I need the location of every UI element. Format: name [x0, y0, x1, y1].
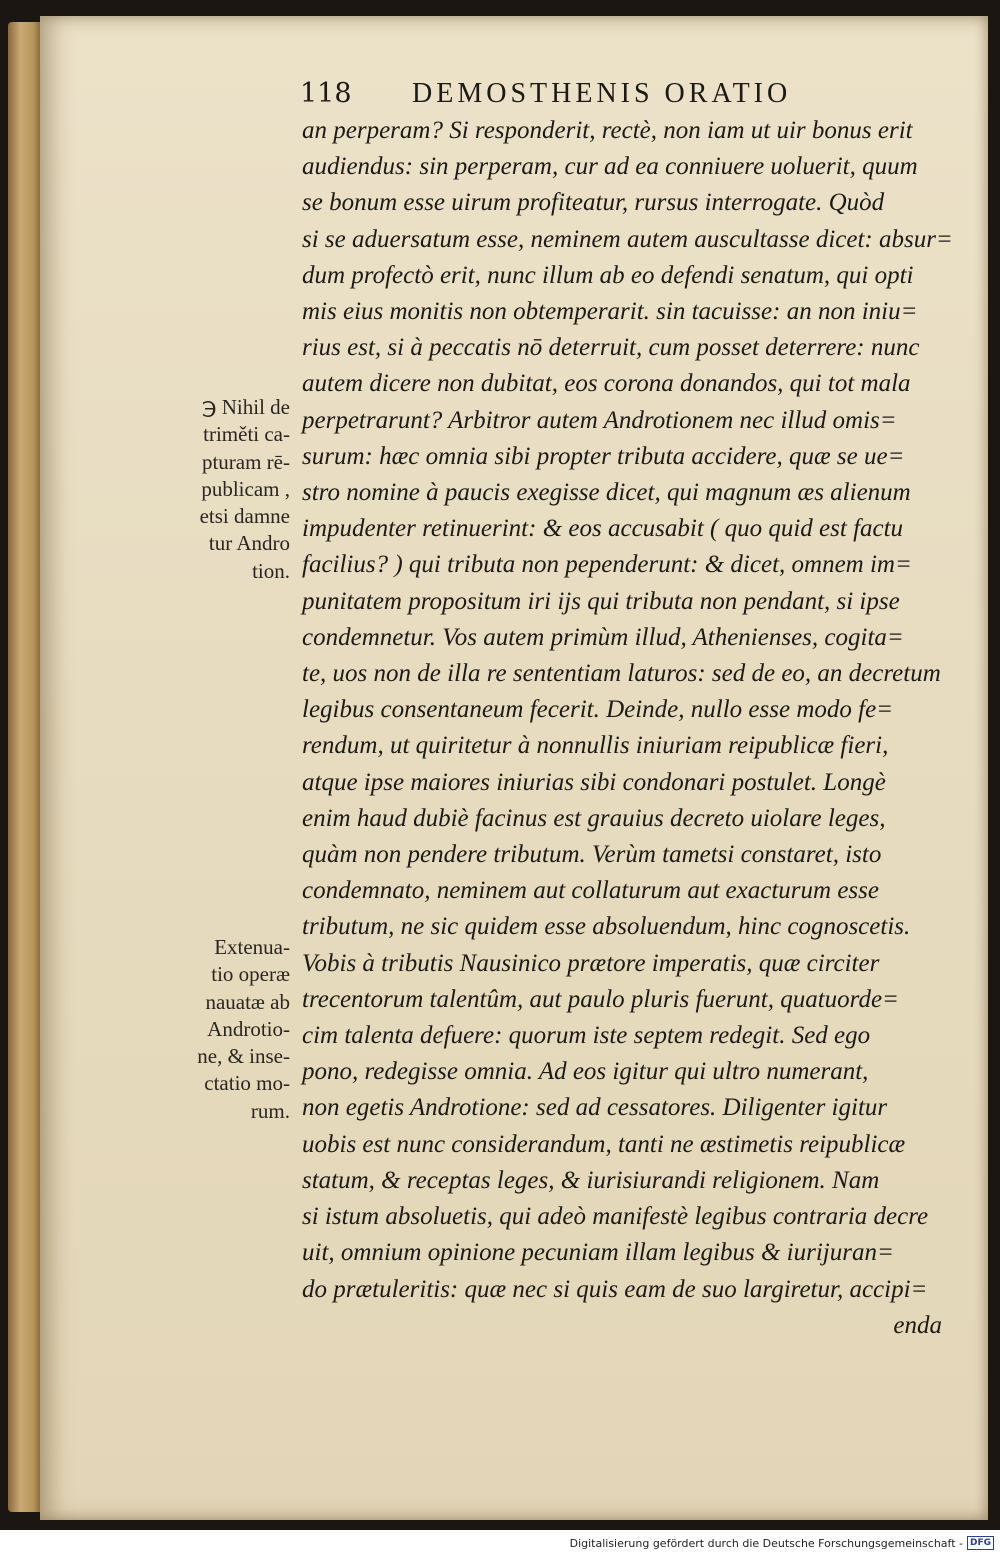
margin-note-line: ne, & inse- — [197, 1044, 290, 1069]
text-line: audiendus: sin perperam, cur ad ea conniuere uoluerit, quum — [302, 153, 918, 181]
text-line: stro nomine à paucis exegisse dicet, qui magnum æs alienum — [302, 479, 911, 507]
text-line: rius est, si à peccatis nō deterruit, cum posset deterrere: nunc — [302, 334, 920, 362]
text-line: te, uos non de illa re sententiam laturos: sed de eo, an decretum — [302, 660, 941, 688]
text-line: condemnato, neminem aut collaturum aut exacturum esse — [302, 877, 879, 905]
dfg-logo: DFG — [967, 1536, 994, 1550]
margin-note-line: etsi damne — [199, 504, 290, 529]
text-line: cim talenta defuere: quorum iste septem redegit. Sed ego — [302, 1022, 871, 1050]
text-line: statum, & receptas leges, & iurisiurandi religionem. Nam — [302, 1166, 880, 1194]
text-line: pono, redegisse omnia. Ad eos igitur qui ultro numerant, — [302, 1058, 869, 1086]
margin-note-line: ℈ Nihil de — [201, 395, 290, 419]
margin-note-line: ctatio mo- — [204, 1071, 290, 1096]
text-line: trecentorum talentûm, aut paulo pluris fuerunt, quatuorde= — [302, 985, 899, 1013]
text-line: tributum, ne sic quidem esse absoluendum, hinc cognoscetis. — [302, 913, 911, 941]
text-line: enim haud dubiè facinus est grauius decreto uiolare leges, — [302, 804, 886, 832]
text-line: impudenter retinuerint: & eos accusabit ( quo quid est factu — [302, 515, 904, 543]
text-line: autem dicere non dubitat, eos corona donandos, qui tot mala — [302, 370, 911, 398]
text-line: uobis est nunc considerandum, tanti ne æstimetis reipublicæ — [302, 1130, 906, 1158]
margin-note-line: rum. — [250, 1098, 290, 1123]
text-line: Vobis à tributis Nausinico prætore imperatis, quæ circiter — [302, 949, 880, 977]
margin-note-line: pturam rē- — [201, 449, 290, 474]
footer-credit-text: Digitalisierung gefördert durch die Deutsche Forschungsgemeinschaft - — [569, 1536, 963, 1550]
margin-note-line: publicam , — [201, 476, 290, 501]
text-line: punitatem propositum iri ijs qui tributa non pendant, si ipse — [302, 587, 900, 615]
text-line: si se aduersatum esse, neminem autem auscultasse dicet: absur= — [302, 225, 953, 253]
book-fore-edge — [8, 22, 44, 1512]
text-line: atque ipse maiores iniurias sibi condonari postulet. Longè — [302, 768, 886, 796]
margin-note-line: tio operæ — [211, 962, 290, 987]
body-text — [302, 113, 953, 1344]
margin-note-line: Extenua- — [214, 935, 290, 959]
margin-note-line: triměti ca- — [203, 422, 290, 447]
text-line: uit, omnium opinione pecuniam illam legibus & iurijuran= — [302, 1239, 894, 1267]
text-line: facilius? ) qui tributa non pependerunt: & dicet, omnem im= — [302, 551, 912, 579]
footer-credit — [570, 1536, 994, 1550]
margin-note-line: tion. — [252, 558, 290, 583]
text-line: quàm non pendere tributum. Verùm tametsi constaret, isto — [302, 841, 882, 869]
text-line: se bonum esse uirum profiteatur, rursus interrogate. Quòd — [302, 189, 885, 217]
text-line: condemnetur. Vos autem primùm illud, Athenienses, cogita= — [302, 623, 904, 651]
text-line: do prætuleritis: quæ nec si quis eam de suo largiretur, accipi= — [302, 1275, 928, 1303]
text-line: si istum absoluetis, qui adeò manifestè legibus contraria decre — [302, 1203, 929, 1231]
margin-note — [150, 394, 290, 585]
margin-note-line: tur Andro — [208, 531, 290, 556]
text-line: non egetis Androtione: sed ad cessatores. Diligenter igitur — [302, 1094, 888, 1122]
margin-note — [150, 934, 290, 1125]
text-line: an perperam? Si responderit, rectè, non iam ut uir bonus erit — [302, 117, 913, 144]
text-line: surum: hæc omnia sibi propter tributa accidere, quæ se ue= — [302, 442, 905, 470]
margin-note-line: nauatæ ab — [205, 989, 290, 1014]
catchword: enda — [893, 1311, 942, 1339]
running-title: DEMOSTHENIS ORATIO — [412, 78, 792, 109]
text-line: mis eius monitis non obtemperarit. sin tacuisse: an non iniu= — [302, 298, 918, 326]
page-number: 118 — [300, 78, 352, 109]
margin-note-line: Androtio- — [207, 1016, 290, 1041]
text-line: rendum, ut quiritetur à nonnullis iniuriam reipublicæ fieri, — [302, 732, 889, 760]
text-line: legibus consentaneum fecerit. Deinde, nullo esse modo fe= — [302, 696, 894, 724]
text-line: dum profectò erit, nunc illum ab eo defendi senatum, qui opti — [302, 261, 914, 289]
text-line: perpetrarunt? Arbitror autem Androtionem nec illud omis= — [302, 406, 897, 434]
